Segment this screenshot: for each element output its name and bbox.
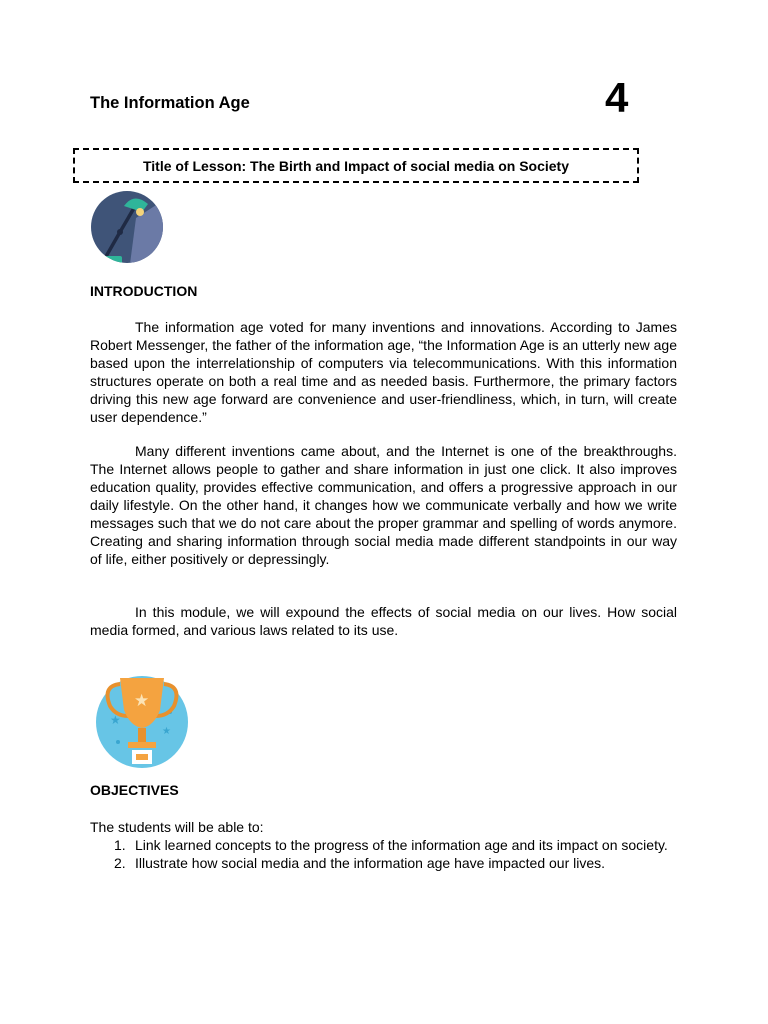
svg-text:★: ★ [110,713,121,727]
list-item-number: 2. [114,855,126,871]
list-item-number: 1. [114,837,126,853]
list-item [90,836,677,854]
intro-paragraph: Many different inventions came about, and the Internet is one of the breakthroughs. The Internet allows people to gather and share information in just one click. It also improves education quality, provides effective communication, and offers a progressive approach in our daily lifestyle. On the other hand, it changes how we communicate verbally and how we write messages such that we do not care about the proper grammar and spelling of words anymore. Creating and sharing information through social media made different standpoints in our way of life, either positively or depressingly. [90,443,677,567]
page-header-title: The Information Age [90,94,250,112]
list-item [90,854,677,872]
objectives-lead: The students will be able to: [90,819,264,835]
objectives-list [90,836,677,872]
lesson-title: Title of Lesson: The Birth and Impact of social media on Society [142,157,570,174]
page-number: 4 [605,74,629,121]
intro-paragraph: The information age voted for many inventions and innovations. According to James Robert Messenger, the father of the information age, “the Information Age is an utterly new age based upon the interrelationship of computers via telecommunications. With this information structures operate on both a real time and as needed basis. Furthermore, the primary factors driving this new age forward are convenience and user-friendliness, which, in turn, will create user dependence.” [90,319,677,425]
introduction-heading: INTRODUCTION [90,283,198,299]
lesson-title-box [73,148,639,183]
intro-paragraph: In this module, we will expound the effects of social media on our lives. How social media formed, and various laws related to its use. [90,604,677,638]
desk-lamp-icon [90,190,164,264]
svg-text:★: ★ [162,726,171,737]
list-item-text: Link learned concepts to the progress of the information age and its impact on society. [135,837,668,853]
objectives-heading: OBJECTIVES [90,782,179,798]
svg-text:★: ★ [134,691,150,711]
trophy-icon [94,672,190,770]
list-item-text: Illustrate how social media and the information age have impacted our lives. [135,855,606,871]
